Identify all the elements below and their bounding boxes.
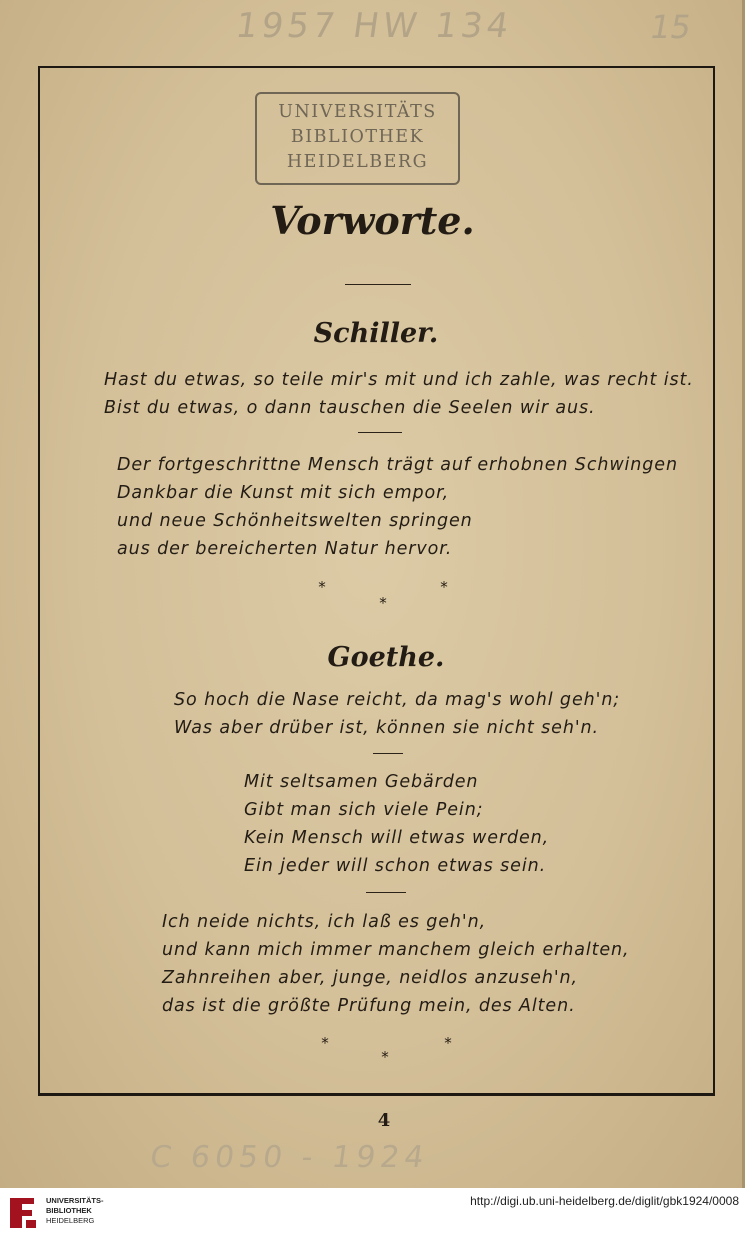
divider xyxy=(345,284,411,285)
star-ornament: * xyxy=(318,578,326,596)
verse-line: Der fortgeschrittne Mensch trägt auf erhobnen Schwingen xyxy=(117,455,678,475)
verse-line: Mit seltsamen Gebärden xyxy=(244,772,479,792)
star-ornament: * xyxy=(321,1034,329,1052)
university-logo-icon xyxy=(8,1192,40,1232)
shelfmark-bottom: C 6050 - 1924 xyxy=(147,1140,431,1175)
page-number: 4 xyxy=(377,1110,391,1131)
verse-line: und kann mich immer manchem gleich erhalten, xyxy=(162,940,630,960)
library-logo-text xyxy=(46,1196,126,1226)
star-ornament: * xyxy=(379,594,387,612)
permalink-url[interactable]: http://digi.ub.uni-heidelberg.de/diglit/gbk1924/0008 xyxy=(470,1194,739,1208)
stamp-line: BIBLIOTHEK xyxy=(290,127,425,147)
divider xyxy=(366,892,406,893)
verse-line: Ich neide nichts, ich laß es geh'n, xyxy=(162,912,487,932)
verse-line: Kein Mensch will etwas werden, xyxy=(244,828,550,848)
library-stamp xyxy=(255,92,460,185)
verse-line: Was aber drüber ist, können sie nicht seh'n. xyxy=(174,718,599,738)
star-ornament: * xyxy=(440,578,448,596)
verse-line: Bist du etwas, o dann tauschen die Seelen wir aus. xyxy=(104,398,596,418)
verse-line: Hast du etwas, so teile mir's mit und ich zahle, was recht ist. xyxy=(104,370,694,390)
verse-line: So hoch die Nase reicht, da mag's wohl geh'n; xyxy=(174,690,621,710)
logo-line: BIBLIOTHEK xyxy=(46,1206,92,1215)
divider xyxy=(373,753,403,754)
shelfmark-top: 1957 HW 134 xyxy=(233,6,516,46)
verse-line: das ist die größte Prüfung mein, des Alten. xyxy=(162,996,576,1016)
verse-line: Ein jeder will schon etwas sein. xyxy=(244,856,547,876)
shelfmark-corner: 15 xyxy=(646,8,695,46)
star-ornament: * xyxy=(381,1048,389,1066)
verse-line: Gibt man sich viele Pein; xyxy=(244,800,484,820)
verse-line: aus der bereicherten Natur hervor. xyxy=(117,539,453,559)
verse-line: und neue Schönheitswelten springen xyxy=(117,511,473,531)
logo-line: UNIVERSITÄTS- xyxy=(46,1196,104,1205)
footer-bar xyxy=(0,1188,745,1238)
verse-line: Zahnreihen aber, junge, neidlos anzuseh'n, xyxy=(162,968,578,988)
star-ornament: * xyxy=(444,1034,452,1052)
stamp-line: HEIDELBERG xyxy=(286,152,429,172)
divider xyxy=(358,432,402,433)
logo-line: HEIDELBERG xyxy=(46,1216,95,1225)
stamp-line: UNIVERSITÄTS xyxy=(278,102,437,122)
section-heading-goethe: Goethe. xyxy=(327,642,445,673)
verse-line: Dankbar die Kunst mit sich empor, xyxy=(117,483,450,503)
page-title: Vorworte. xyxy=(270,198,475,243)
section-heading-schiller: Schiller. xyxy=(313,318,439,349)
